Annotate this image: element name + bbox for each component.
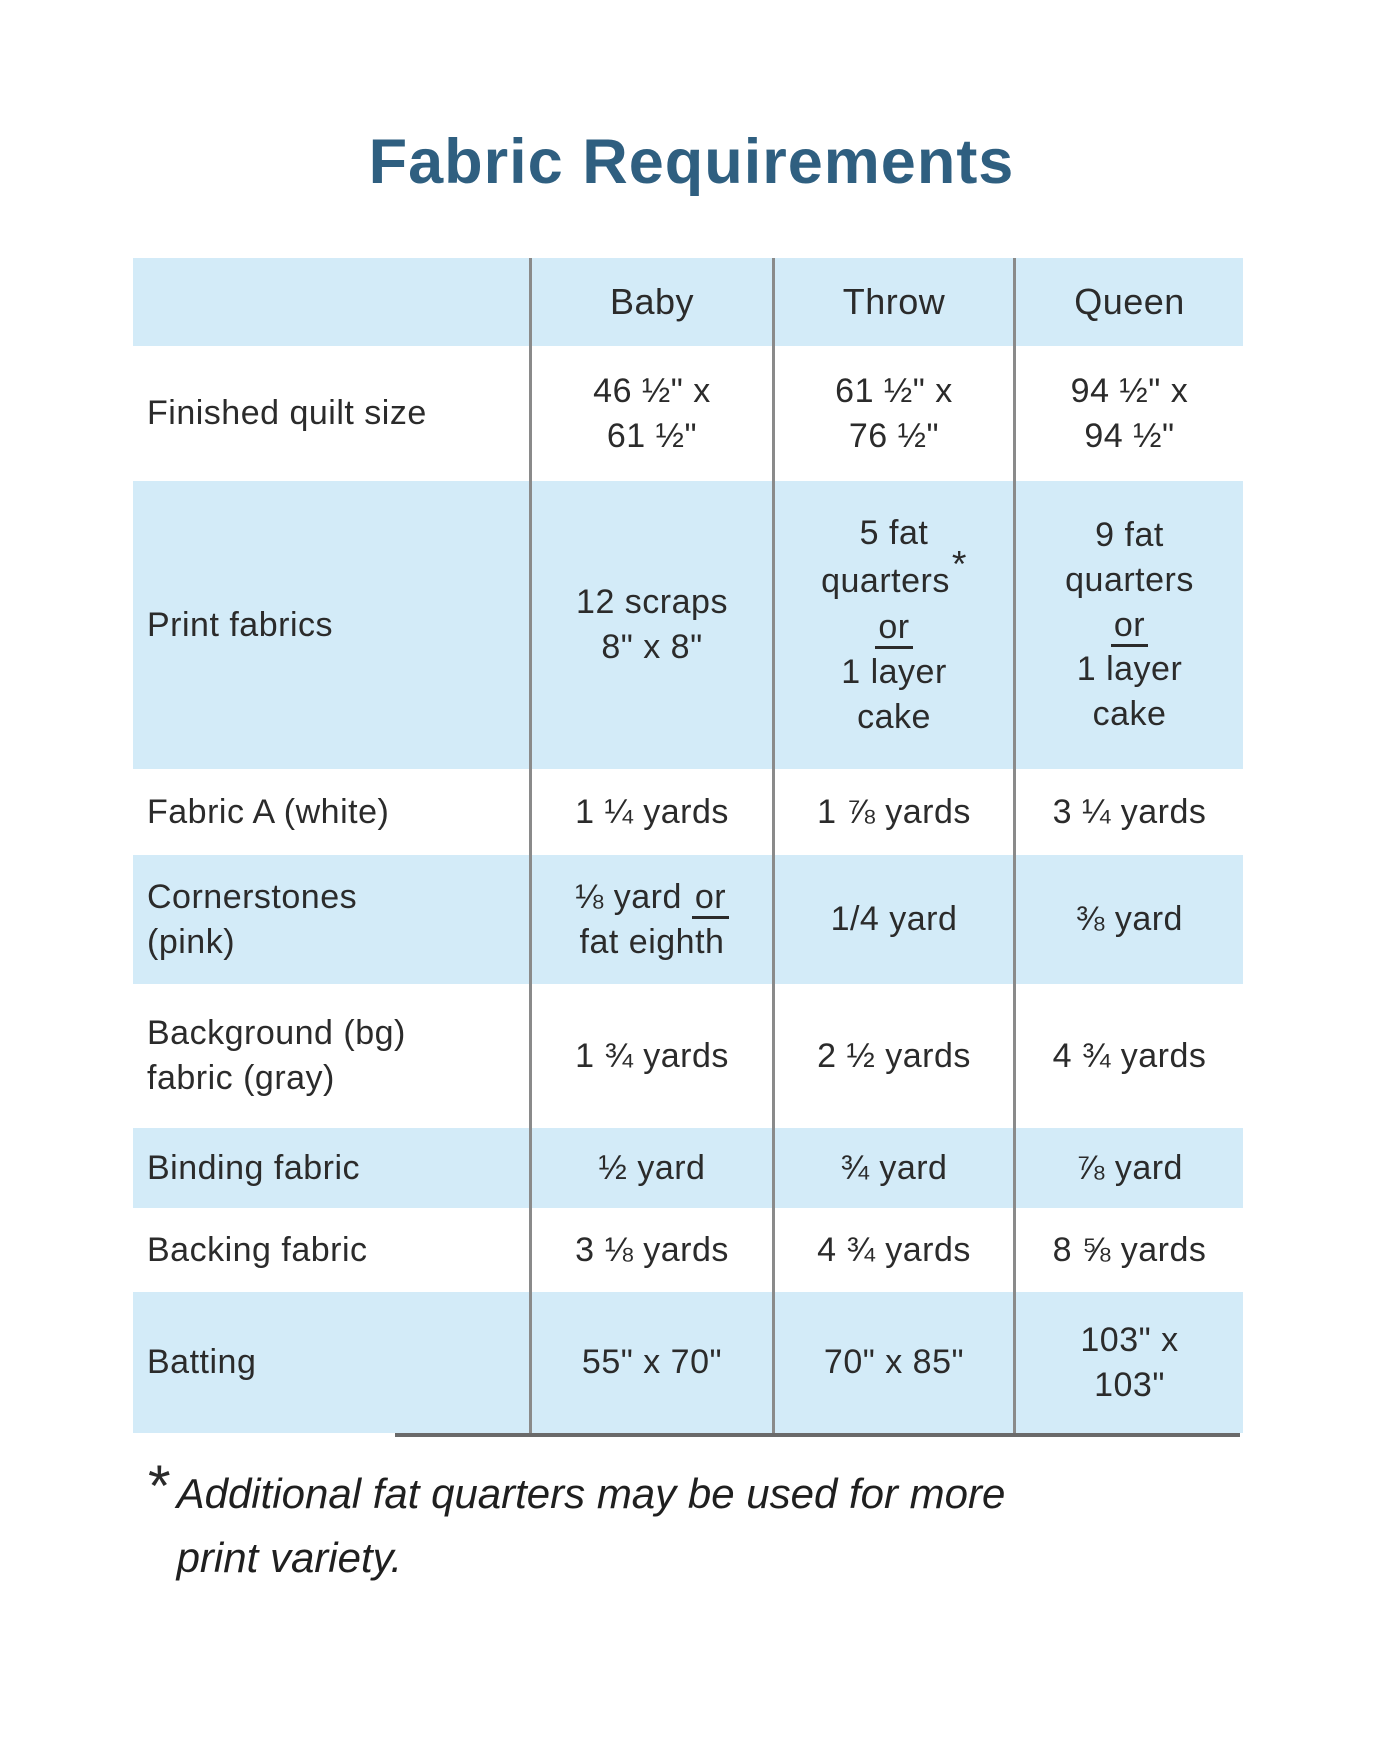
cell-cornerstones-throw: 1/4 yard bbox=[772, 855, 1013, 984]
cell-finished-queen bbox=[1013, 346, 1243, 481]
cell-line: quarters bbox=[1065, 560, 1194, 599]
cell-line: 9 fat bbox=[1095, 515, 1164, 554]
cell-background-baby: 1 ¾ yards bbox=[529, 984, 772, 1128]
table-row-backing-fabric bbox=[133, 1208, 1243, 1292]
cell-text: ⅛ yard bbox=[574, 877, 682, 916]
cell-background-queen: 4 ¾ yards bbox=[1013, 984, 1243, 1128]
row-label bbox=[133, 1292, 529, 1433]
footnote-text bbox=[177, 1462, 1006, 1590]
label-line: Fabric A (white) bbox=[147, 792, 390, 831]
cell-line: 8" x 8" bbox=[601, 628, 703, 666]
row-label bbox=[133, 1208, 529, 1292]
cell-line: 1 layer bbox=[1076, 650, 1183, 689]
table-row-background-fabric bbox=[133, 984, 1243, 1128]
label-line: fabric (gray) bbox=[147, 1059, 335, 1097]
cell-line: 46 ½" x bbox=[593, 371, 711, 410]
cell-line: 103" bbox=[1094, 1365, 1165, 1404]
fabric-requirements-table bbox=[133, 258, 1243, 1433]
cell-fabric-a-queen: 3 ¼ yards bbox=[1013, 769, 1243, 855]
cell-binding-queen: ⅞ yard bbox=[1013, 1128, 1243, 1208]
cell-line: 61 ½" x bbox=[835, 371, 953, 410]
label-line: Binding fabric bbox=[147, 1148, 361, 1187]
label-line: Finished quilt size bbox=[147, 394, 427, 433]
table-row-binding-fabric bbox=[133, 1128, 1243, 1208]
cell-line: 5 fat bbox=[859, 513, 929, 552]
table-row-print-fabrics bbox=[133, 481, 1243, 769]
cell-binding-throw: ¾ yard bbox=[772, 1128, 1013, 1208]
row-label bbox=[133, 769, 529, 855]
footnote-marker-asterisk: * bbox=[951, 542, 967, 585]
column-header-baby: Baby bbox=[529, 258, 772, 346]
underlined-or: or bbox=[1111, 606, 1148, 647]
cell-finished-baby bbox=[529, 346, 772, 481]
cell-backing-queen: 8 ⅝ yards bbox=[1013, 1208, 1243, 1292]
cell-line: 103" x bbox=[1080, 1320, 1179, 1359]
cell-line: 94 ½" bbox=[1084, 416, 1175, 455]
cell-binding-baby: ½ yard bbox=[529, 1128, 772, 1208]
footnote-line: Additional fat quarters may be used for more bbox=[176, 1470, 1006, 1517]
cell-line: 12 scraps bbox=[576, 583, 728, 622]
table-header-row bbox=[133, 258, 1243, 346]
cell-print-throw bbox=[772, 481, 1013, 769]
page-title: Fabric Requirements bbox=[368, 127, 1015, 197]
cell-line bbox=[821, 542, 967, 604]
cell-line: fat eighth bbox=[579, 922, 725, 961]
label-line: Cornerstones bbox=[147, 877, 358, 916]
cell-batting-baby: 55" x 70" bbox=[529, 1292, 772, 1433]
cell-line: cake bbox=[1092, 695, 1167, 734]
cell-background-throw: 2 ½ yards bbox=[772, 984, 1013, 1128]
column-header-throw: Throw bbox=[772, 258, 1013, 346]
cell-batting-queen bbox=[1013, 1292, 1243, 1433]
cell-backing-baby: 3 ⅛ yards bbox=[529, 1208, 772, 1292]
table-row-finished-quilt-size bbox=[133, 346, 1243, 481]
cell-fabric-a-baby: 1 ¼ yards bbox=[529, 769, 772, 855]
column-header-queen: Queen bbox=[1013, 258, 1243, 346]
table-row-cornerstones bbox=[133, 855, 1243, 984]
row-label bbox=[133, 346, 529, 481]
scan-artifact-line bbox=[395, 1433, 1240, 1437]
row-label bbox=[133, 1128, 529, 1208]
footnote bbox=[148, 1454, 1006, 1590]
cell-line bbox=[1111, 603, 1148, 648]
row-label bbox=[133, 855, 529, 984]
cell-line: 94 ½" x bbox=[1070, 371, 1189, 410]
label-line: Background (bg) bbox=[147, 1014, 406, 1053]
cell-line bbox=[875, 605, 912, 650]
cell-fabric-a-throw: 1 ⅞ yards bbox=[772, 769, 1013, 855]
label-line: Print fabrics bbox=[147, 605, 333, 644]
label-line: Batting bbox=[147, 1343, 257, 1382]
table-row-batting bbox=[133, 1292, 1243, 1433]
footnote-asterisk: * bbox=[148, 1454, 171, 1519]
row-label bbox=[133, 984, 529, 1128]
underlined-or: or bbox=[692, 878, 729, 919]
cell-finished-throw bbox=[772, 346, 1013, 481]
table-row-fabric-a bbox=[133, 769, 1243, 855]
cell-cornerstones-baby bbox=[529, 855, 772, 984]
underlined-or: or bbox=[875, 608, 912, 649]
cell-text: quarters bbox=[821, 562, 950, 601]
cell-line: cake bbox=[857, 697, 931, 736]
cell-cornerstones-queen: ⅜ yard bbox=[1013, 855, 1243, 984]
label-line: (pink) bbox=[147, 922, 236, 961]
cell-line: 76 ½" bbox=[848, 416, 940, 455]
cell-line: 1 layer bbox=[841, 652, 947, 691]
cell-line bbox=[575, 875, 729, 920]
row-label bbox=[133, 481, 529, 769]
label-line: Backing fabric bbox=[147, 1230, 368, 1269]
cell-print-baby bbox=[529, 481, 772, 769]
cell-print-queen bbox=[1013, 481, 1243, 769]
cell-backing-throw: 4 ¾ yards bbox=[772, 1208, 1013, 1292]
cell-line: 61 ½" bbox=[606, 416, 698, 455]
cell-batting-throw: 70" x 85" bbox=[772, 1292, 1013, 1433]
header-cell-empty bbox=[133, 258, 529, 346]
footnote-line: print variety. bbox=[176, 1533, 403, 1581]
